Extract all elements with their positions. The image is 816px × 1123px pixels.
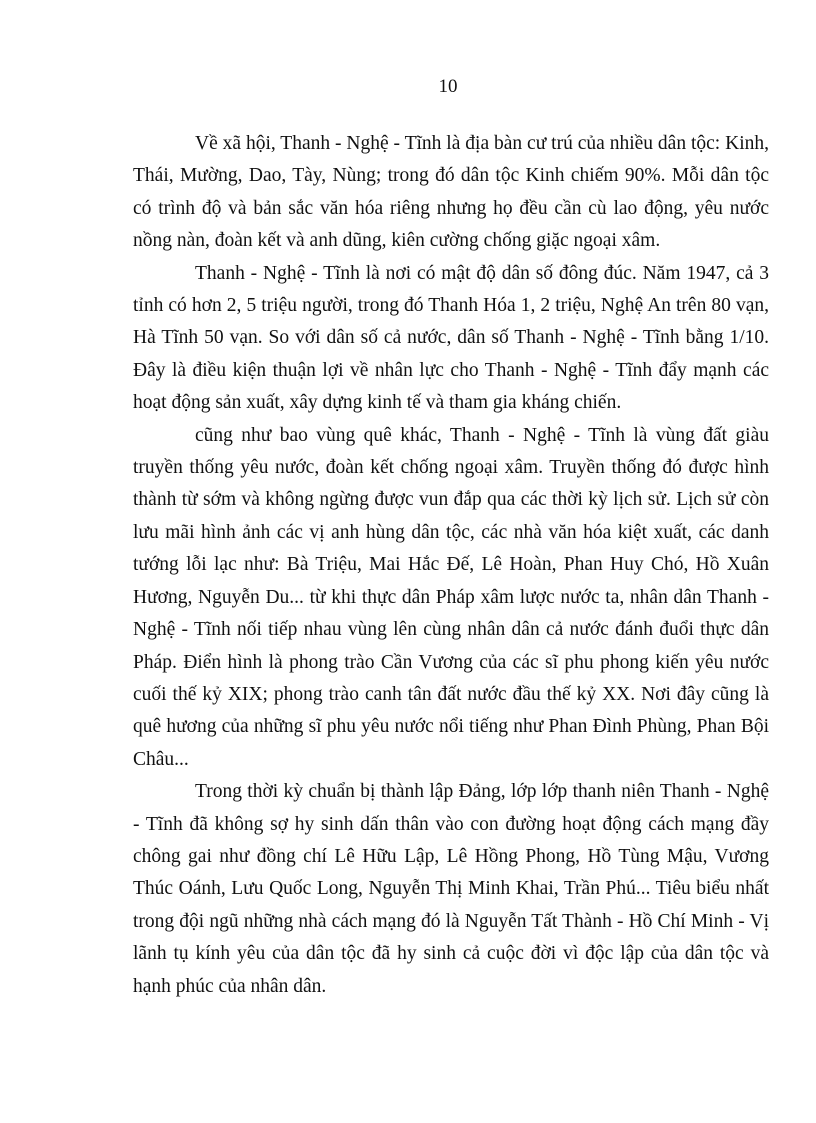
page-number: 10 (438, 76, 458, 97)
body-text (133, 128, 769, 1003)
paragraph-revolutionaries: Trong thời kỳ chuẩn bị thành lập Đảng, lớp lớp thanh niên Thanh - Nghệ - Tĩnh đã không sợ hy sinh dấn thân vào con đường hoạt động cách mạng đầy chông gai như đồng chí Lê Hữu Lập, Lê Hồng Phong, Hồ Tùng Mậu, Vương Thúc Oánh, Lưu Quốc Long, Nguyễn Thị Minh Khai, Trần Phú... Tiêu biểu nhất trong đội ngũ những nhà cách mạng đó là Nguyễn Tất Thành - Hồ Chí Minh - Vị lãnh tụ kính yêu của dân tộc đã hy sinh cả cuộc đời vì độc lập của dân tộc và hạnh phúc của nhân dân. (133, 781, 769, 997)
paragraph-population: Thanh - Nghệ - Tĩnh là nơi có mật độ dân số đông đúc. Năm 1947, cả 3 tỉnh có hơn 2, 5 triệu người, trong đó Thanh Hóa 1, 2 triệu, Nghệ An trên 80 vạn, Hà Tĩnh 50 vạn. So với dân số cả nước, dân số Thanh - Nghệ - Tĩnh bằng 1/10. Đây là điều kiện thuận lợi về nhân lực cho Thanh - Nghệ - Tĩnh đẩy mạnh các hoạt động sản xuất, xây dựng kinh tế và tham gia kháng chiến. (133, 262, 769, 414)
paragraph-tradition: cũng như bao vùng quê khác, Thanh - Nghệ - Tĩnh là vùng đất giàu truyền thống yêu nước, đoàn kết chống ngoại xâm. Truyền thống đó được hình thành từ sớm và không ngừng được vun đắp qua các thời kỳ lịch sử. Lịch sử còn lưu mãi hình ảnh các vị anh hùng dân tộc, các nhà văn hóa kiệt xuất, các danh tướng lỗi lạc như: Bà Triệu, Mai Hắc Đế, Lê Hoàn, Phan Huy Chó, Hồ Xuân Hương, Nguyễn Du... từ khi thực dân Pháp xâm lược nước ta, nhân dân Thanh - Nghệ - Tĩnh nối tiếp nhau vùng lên cùng nhân dân cả nước đánh đuổi thực dân Pháp. Điển hình là phong trào Cần Vương của các sĩ phu phong kiến yêu nước cuối thế kỷ XIX; phong trào canh tân đất nước đầu thế kỷ XX. Nơi đây cũng là quê hương của những sĩ phu yêu nước nổi tiếng như Phan Đình Phùng, Phan Bội Châu... (133, 424, 769, 770)
paragraph-social: Về xã hội, Thanh - Nghệ - Tĩnh là địa bàn cư trú của nhiều dân tộc: Kinh, Thái, Mường, Dao, Tày, Nùng; trong đó dân tộc Kinh chiếm 90%. Mỗi dân tộc có trình độ và bản sắc văn hóa riêng nhưng họ đều cần cù lao động, yêu nước nồng nàn, đoàn kết và anh dũng, kiên cường chống giặc ngoại xâm. (133, 133, 769, 252)
